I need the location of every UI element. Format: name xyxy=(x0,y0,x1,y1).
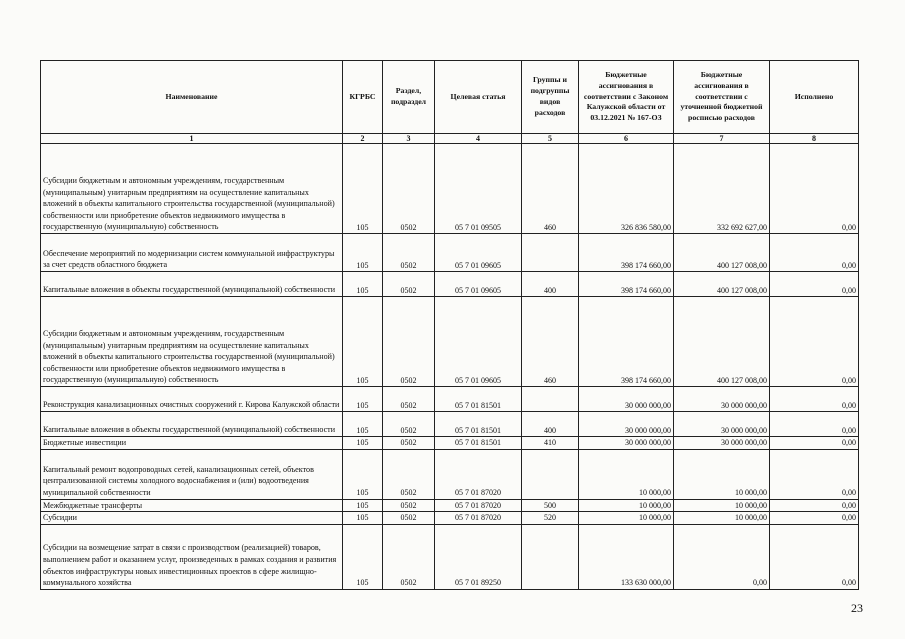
row-plan: 30 000 000,00 xyxy=(674,387,770,412)
column-number: 8 xyxy=(770,134,859,144)
row-section: 0502 xyxy=(383,449,435,499)
row-done: 0,00 xyxy=(770,144,859,234)
table-row xyxy=(41,512,859,525)
row-kgrbs: 105 xyxy=(343,272,383,297)
column-number: 6 xyxy=(579,134,674,144)
row-law: 30 000 000,00 xyxy=(579,412,674,437)
row-plan: 400 127 008,00 xyxy=(674,297,770,387)
row-law: 30 000 000,00 xyxy=(579,437,674,450)
row-plan: 10 000,00 xyxy=(674,512,770,525)
row-section: 0502 xyxy=(383,412,435,437)
row-target: 05 7 01 09605 xyxy=(435,234,522,272)
row-done: 0,00 xyxy=(770,512,859,525)
row-done: 0,00 xyxy=(770,272,859,297)
column-number-row xyxy=(41,134,859,144)
row-target: 05 7 01 09605 xyxy=(435,297,522,387)
row-plan: 400 127 008,00 xyxy=(674,272,770,297)
page-number: 23 xyxy=(851,601,863,615)
table-row xyxy=(41,234,859,272)
row-done: 0,00 xyxy=(770,437,859,450)
table-row xyxy=(41,144,859,234)
header-target: Целевая статья xyxy=(435,61,522,134)
row-kgrbs: 105 xyxy=(343,387,383,412)
row-law: 398 174 660,00 xyxy=(579,297,674,387)
row-target: 05 7 01 09505 xyxy=(435,144,522,234)
row-group: 460 xyxy=(522,144,579,234)
row-law: 398 174 660,00 xyxy=(579,272,674,297)
row-group: 400 xyxy=(522,272,579,297)
header-law: Бюджетные ассигнования в соответствии с Законом Калужской области от 03.12.2021 № 167-ОЗ xyxy=(579,61,674,134)
row-done: 0,00 xyxy=(770,387,859,412)
row-group: 500 xyxy=(522,499,579,512)
row-kgrbs: 105 xyxy=(343,499,383,512)
row-target: 05 7 01 87020 xyxy=(435,512,522,525)
row-kgrbs: 105 xyxy=(343,524,383,589)
row-name: Субсидии бюджетным и автономным учреждениям, государственным (муниципальным) унитарным предприятиям на осуществление капитальных вложений в объекты капитального строительства государственной (муниципальной) собственности или приобретение объектов недвижимого имущества в государственную (муниципальную) собственность xyxy=(41,297,343,387)
table-row xyxy=(41,412,859,437)
row-group: 460 xyxy=(522,297,579,387)
row-target: 05 7 01 81501 xyxy=(435,437,522,450)
row-law: 10 000,00 xyxy=(579,449,674,499)
row-name: Капитальные вложения в объекты государственной (муниципальной) собственности xyxy=(41,412,343,437)
row-plan: 400 127 008,00 xyxy=(674,234,770,272)
row-section: 0502 xyxy=(383,387,435,412)
table-body xyxy=(41,144,859,590)
header-name: Наименование xyxy=(41,61,343,134)
row-section: 0502 xyxy=(383,512,435,525)
row-name: Обеспечение мероприятий по модернизации систем коммунальной инфраструктуры за счет средств областного бюджета xyxy=(41,234,343,272)
column-number: 7 xyxy=(674,134,770,144)
row-done: 0,00 xyxy=(770,234,859,272)
table-row xyxy=(41,437,859,450)
budget-table xyxy=(40,60,859,590)
row-plan: 10 000,00 xyxy=(674,449,770,499)
row-target: 05 7 01 89250 xyxy=(435,524,522,589)
header-group: Группы и подгруппы видов расходов xyxy=(522,61,579,134)
row-name: Капитальный ремонт водопроводных сетей, канализационных сетей, объектов централизованной системы холодного водоснабжения и (или) водоотведения муниципальной собственности xyxy=(41,449,343,499)
row-group xyxy=(522,449,579,499)
table-row xyxy=(41,272,859,297)
row-law: 10 000,00 xyxy=(579,512,674,525)
row-section: 0502 xyxy=(383,234,435,272)
row-kgrbs: 105 xyxy=(343,144,383,234)
row-group xyxy=(522,387,579,412)
row-plan: 332 692 627,00 xyxy=(674,144,770,234)
row-section: 0502 xyxy=(383,297,435,387)
row-section: 0502 xyxy=(383,144,435,234)
row-group xyxy=(522,234,579,272)
row-plan: 10 000,00 xyxy=(674,499,770,512)
table-row xyxy=(41,449,859,499)
table-row xyxy=(41,297,859,387)
row-name: Реконструкция канализационных очистных сооружений г. Кирова Калужской области xyxy=(41,387,343,412)
row-kgrbs: 105 xyxy=(343,437,383,450)
row-kgrbs: 105 xyxy=(343,234,383,272)
row-group: 520 xyxy=(522,512,579,525)
row-kgrbs: 105 xyxy=(343,297,383,387)
row-group: 410 xyxy=(522,437,579,450)
row-plan: 30 000 000,00 xyxy=(674,437,770,450)
row-group: 400 xyxy=(522,412,579,437)
row-law: 133 630 000,00 xyxy=(579,524,674,589)
row-target: 05 7 01 87020 xyxy=(435,499,522,512)
row-kgrbs: 105 xyxy=(343,449,383,499)
row-target: 05 7 01 09605 xyxy=(435,272,522,297)
row-section: 0502 xyxy=(383,437,435,450)
column-number: 4 xyxy=(435,134,522,144)
row-name: Капитальные вложения в объекты государственной (муниципальной) собственности xyxy=(41,272,343,297)
row-target: 05 7 01 81501 xyxy=(435,412,522,437)
row-section: 0502 xyxy=(383,524,435,589)
row-target: 05 7 01 81501 xyxy=(435,387,522,412)
row-group xyxy=(522,524,579,589)
row-done: 0,00 xyxy=(770,412,859,437)
row-name: Субсидии бюджетным и автономным учреждениям, государственным (муниципальным) унитарным предприятиям на осуществление капитальных вложений в объекты капитального строительства государственной (муниципальной) собственности или приобретение объектов недвижимого имущества в государственную (муниципальную) собственность xyxy=(41,144,343,234)
table-row xyxy=(41,524,859,589)
row-kgrbs: 105 xyxy=(343,512,383,525)
row-law: 398 174 660,00 xyxy=(579,234,674,272)
row-done: 0,00 xyxy=(770,449,859,499)
row-plan: 30 000 000,00 xyxy=(674,412,770,437)
row-done: 0,00 xyxy=(770,499,859,512)
column-number: 3 xyxy=(383,134,435,144)
row-done: 0,00 xyxy=(770,297,859,387)
row-law: 326 836 580,00 xyxy=(579,144,674,234)
header-plan: Бюджетные ассигнования в соответствии с уточненной бюджетной росписью расходов xyxy=(674,61,770,134)
row-plan: 0,00 xyxy=(674,524,770,589)
row-done: 0,00 xyxy=(770,524,859,589)
header-done: Исполнено xyxy=(770,61,859,134)
column-number: 2 xyxy=(343,134,383,144)
header-kgrbs: КГРБС xyxy=(343,61,383,134)
row-target: 05 7 01 87020 xyxy=(435,449,522,499)
row-law: 10 000,00 xyxy=(579,499,674,512)
row-name: Межбюджетные трансферты xyxy=(41,499,343,512)
row-section: 0502 xyxy=(383,499,435,512)
row-name: Бюджетные инвестиции xyxy=(41,437,343,450)
row-law: 30 000 000,00 xyxy=(579,387,674,412)
column-number: 5 xyxy=(522,134,579,144)
row-kgrbs: 105 xyxy=(343,412,383,437)
table-row xyxy=(41,387,859,412)
header-row xyxy=(41,61,859,134)
row-name: Субсидии xyxy=(41,512,343,525)
column-number: 1 xyxy=(41,134,343,144)
row-section: 0502 xyxy=(383,272,435,297)
row-name: Субсидии на возмещение затрат в связи с производством (реализацией) товаров, выполнением работ и оказанием услуг, произведенных в рамках создания и развития объектов инфраструктуры новых инвестиционных проектов в сфере жилищно-коммунального хозяйства xyxy=(41,524,343,589)
header-section: Раздел, подраздел xyxy=(383,61,435,134)
table-row xyxy=(41,499,859,512)
